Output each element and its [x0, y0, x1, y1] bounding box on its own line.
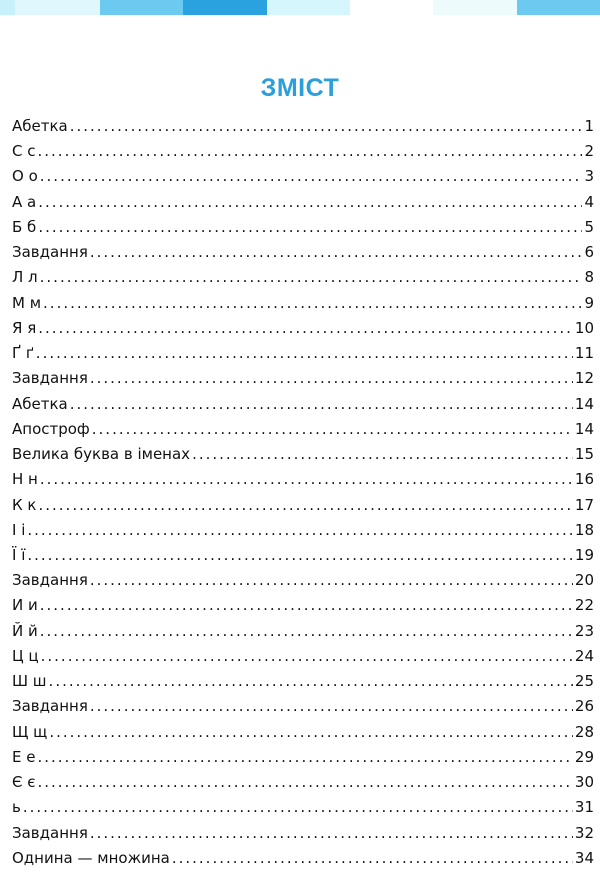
banner-segment [517, 0, 600, 15]
dot-leader [40, 265, 583, 290]
toc-entry-page: 14 [574, 394, 594, 413]
toc-entry-page: 8 [584, 268, 594, 287]
toc-entry [12, 341, 594, 366]
toc-entry-label: Завдання [12, 571, 88, 590]
dot-leader [49, 669, 573, 694]
dot-leader [90, 568, 573, 593]
dot-leader [90, 694, 573, 719]
toc-entry-label: Велика буква в іменах [12, 445, 191, 464]
dot-leader [40, 467, 573, 492]
toc-entry [12, 493, 594, 518]
dot-leader [92, 417, 573, 442]
page-title: ЗМІСТ [260, 73, 340, 102]
toc-entry-label: А а [12, 192, 37, 211]
toc-entry-page: 10 [574, 318, 594, 337]
banner-segment [100, 0, 183, 15]
toc-entry [12, 644, 594, 669]
toc-entry [12, 846, 594, 871]
toc-entry-page: 5 [584, 217, 594, 236]
dot-leader [70, 114, 583, 139]
dot-leader [90, 240, 583, 265]
toc-entry [12, 316, 594, 341]
dot-leader [43, 291, 582, 316]
toc-entry [12, 291, 594, 316]
toc-entry-page: 20 [574, 571, 594, 590]
toc-entry-label: Щ щ [12, 722, 48, 741]
toc-entry-page: 25 [574, 672, 594, 691]
dot-leader [23, 795, 573, 820]
toc-entry-label: К к [12, 495, 37, 514]
toc-entry-page: 17 [574, 495, 594, 514]
toc-entry-label: Ц ц [12, 646, 39, 665]
toc-entry-label: Абетка [12, 394, 68, 413]
toc-entry [12, 190, 594, 215]
toc-entry [12, 543, 594, 568]
toc-entry-label: М м [12, 293, 42, 312]
dot-leader [172, 846, 573, 871]
toc-entry-page: 3 [584, 167, 594, 186]
toc-entry-page: 18 [574, 520, 594, 539]
toc-entry-page: 28 [574, 722, 594, 741]
dot-leader [192, 442, 573, 467]
dot-leader [37, 770, 572, 795]
toc-entry-page: 32 [574, 823, 594, 842]
dot-leader [27, 518, 573, 543]
toc-entry [12, 821, 594, 846]
toc-entry-page: 31 [574, 798, 594, 817]
toc-entry [12, 770, 594, 795]
toc-entry [12, 417, 594, 442]
dot-leader [40, 619, 573, 644]
toc-entry-page: 19 [574, 545, 594, 564]
toc-entry-label: С с [12, 142, 36, 161]
toc-entry-label: Й й [12, 621, 38, 640]
toc-entry [12, 593, 594, 618]
toc-entry-label: Ї ї [12, 545, 26, 564]
toc-entry [12, 265, 594, 290]
dot-leader [27, 543, 573, 568]
banner-segment [267, 0, 350, 15]
dot-leader [36, 341, 573, 366]
banner-segment [0, 0, 15, 15]
toc-entry-label: Ґ ґ [12, 344, 34, 363]
toc-entry-label: Завдання [12, 697, 88, 716]
toc-entry-label: Завдання [12, 369, 88, 388]
dot-leader [41, 644, 573, 669]
toc-entry-page: 34 [574, 848, 594, 867]
toc-entry-page: 1 [584, 117, 594, 135]
toc-entry-page: 14 [574, 419, 594, 438]
toc-entry-page: 11 [574, 344, 594, 363]
toc-entry-label: Апостроф [12, 419, 90, 438]
toc-entry-label: Н н [12, 470, 38, 489]
toc-entry [12, 694, 594, 719]
toc-entry-label: И и [12, 596, 38, 615]
toc-entry [12, 366, 594, 391]
toc-entry-page: 9 [584, 293, 594, 312]
toc-entry [12, 745, 594, 770]
banner-segment [15, 0, 100, 15]
toc-entry-label: Я я [12, 318, 37, 337]
toc-entry-label: Л л [12, 268, 38, 287]
dot-leader [40, 164, 583, 189]
toc-entry [12, 568, 594, 593]
dot-leader [37, 745, 572, 770]
toc-entry [12, 669, 594, 694]
dot-leader [90, 821, 573, 846]
toc-entry-page: 26 [574, 697, 594, 716]
banner-segment [183, 0, 267, 15]
toc-entry [12, 215, 594, 240]
toc-entry-page: 23 [574, 621, 594, 640]
toc-entry [12, 619, 594, 644]
toc-entry-page: 6 [584, 243, 594, 262]
toc-entry [12, 392, 594, 417]
toc-entry-label: Однина — множина [12, 848, 170, 867]
dot-leader [40, 593, 573, 618]
dot-leader [38, 190, 582, 215]
toc-entry-label: Б б [12, 217, 37, 236]
banner-segment [433, 0, 517, 15]
toc-entry-label: Є є [12, 773, 36, 792]
dot-leader [49, 720, 573, 745]
toc-entry-page: 15 [574, 445, 594, 464]
table-of-contents [12, 114, 594, 871]
dot-leader [38, 316, 573, 341]
toc-entry-label: ь [12, 798, 21, 817]
dot-leader [90, 366, 573, 391]
toc-entry [12, 467, 594, 492]
dot-leader [38, 215, 582, 240]
toc-entry-label: Е е [12, 747, 36, 766]
toc-entry-page: 12 [574, 369, 594, 388]
decorative-banner [0, 0, 600, 15]
toc-entry-page: 24 [574, 646, 594, 665]
toc-entry [12, 795, 594, 820]
toc-entry [12, 518, 594, 543]
toc-entry [12, 442, 594, 467]
banner-segment [350, 0, 433, 15]
toc-entry-label: Абетка [12, 117, 68, 135]
toc-entry [12, 139, 594, 164]
dot-leader [70, 392, 573, 417]
toc-entry [12, 720, 594, 745]
dot-leader [38, 493, 572, 518]
toc-entry-page: 16 [574, 470, 594, 489]
toc-entry-label: О о [12, 167, 38, 186]
toc-entry-page: 29 [574, 747, 594, 766]
toc-entry [12, 240, 594, 265]
toc-entry [12, 164, 594, 189]
toc-entry-page: 30 [574, 773, 594, 792]
toc-entry-label: Ш ш [12, 672, 47, 691]
dot-leader [38, 139, 583, 164]
toc-entry [12, 114, 594, 139]
toc-entry-label: Завдання [12, 243, 88, 262]
toc-entry-page: 4 [584, 192, 594, 211]
toc-entry-label: Завдання [12, 823, 88, 842]
toc-entry-page: 22 [574, 596, 594, 615]
toc-entry-page: 2 [584, 142, 594, 161]
toc-entry-label: І і [12, 520, 26, 539]
